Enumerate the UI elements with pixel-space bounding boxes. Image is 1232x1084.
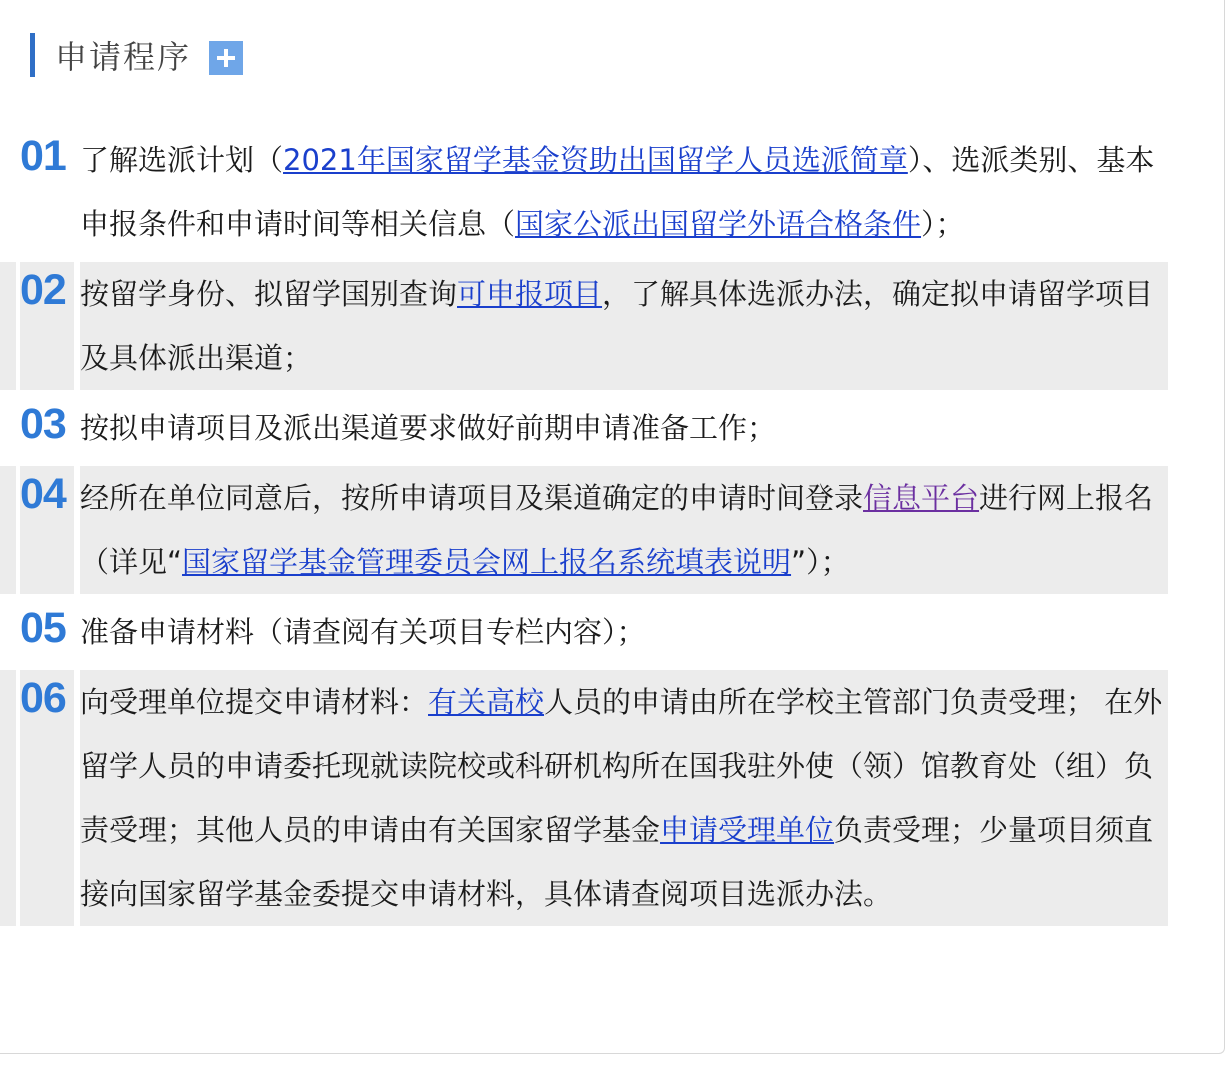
step-number: 04 [20, 470, 66, 518]
section-title: 申请程序 [55, 38, 192, 76]
step-text-segment: ，了解具体选派办法，确定拟申请留学项目及具体派出渠道； [80, 277, 1154, 375]
plus-icon[interactable] [209, 41, 243, 75]
step-text [80, 128, 1168, 256]
step-text-segment: ）； [921, 207, 965, 241]
step-item [0, 466, 1168, 594]
step-item [0, 670, 1168, 926]
step-text [80, 262, 1168, 390]
step-number: 06 [20, 674, 66, 722]
step-text [80, 600, 1168, 664]
step-link[interactable]: 国家留学基金管理委员会网上报名系统填表说明 [182, 545, 792, 579]
step-number-column [0, 262, 74, 390]
step-number-column [0, 670, 74, 926]
step-item [0, 128, 1168, 256]
step-number-column [0, 600, 74, 664]
step-item [0, 396, 1168, 460]
step-text-segment: 了解选派计划（ [80, 143, 284, 177]
row-shade [0, 466, 16, 594]
steps-list [0, 128, 1168, 932]
step-number-column [0, 396, 74, 460]
step-link[interactable]: 申请受理单位 [660, 813, 835, 847]
step-link[interactable]: 信息平台 [863, 481, 980, 515]
step-text-segment: ）、选派类别、基本申报条件和申请时间等相关信息（ [80, 143, 1155, 241]
step-text-segment: ”）； [791, 545, 850, 579]
row-shade [0, 262, 16, 390]
step-number: 03 [20, 400, 66, 448]
step-item [0, 600, 1168, 664]
step-text [80, 396, 1168, 460]
step-item [0, 262, 1168, 390]
step-text-segment: 向受理单位提交申请材料： [80, 685, 429, 719]
section-header [30, 32, 243, 78]
row-shade [0, 670, 16, 926]
step-text-segment: 经所在单位同意后，按所申请项目及渠道确定的申请时间登录 [80, 481, 864, 515]
step-text [80, 466, 1168, 594]
step-link[interactable]: 国家公派出国留学外语合格条件 [515, 207, 922, 241]
step-text [80, 670, 1168, 926]
step-number: 01 [20, 132, 66, 180]
step-text-segment: 进行网上报名（详见“ [80, 481, 1154, 579]
step-text-segment: 人员的申请由所在学校主管部门负责受理； 在外留学人员的申请委托现就读院校或科研机构所在国我驻外使（领）馆教育处（组）负责受理；其他人员的申请由有关国家留学基金 [80, 685, 1163, 847]
step-link[interactable]: 有关高校 [428, 685, 545, 719]
step-number-column [0, 466, 74, 594]
step-text-segment: 按拟申请项目及派出渠道要求做好前期申请准备工作； [80, 411, 777, 445]
step-text-segment: 准备申请材料（请查阅有关项目专栏内容）； [80, 615, 646, 649]
step-text-segment: 按留学身份、拟留学国别查询 [80, 277, 458, 311]
step-link[interactable]: 可申报项目 [457, 277, 603, 311]
step-number: 02 [20, 266, 66, 314]
step-link[interactable]: 2021年国家留学基金资助出国留学人员选派简章 [283, 143, 908, 177]
header-accent-bar [30, 33, 35, 77]
step-number: 05 [20, 604, 66, 652]
step-number-column [0, 128, 74, 256]
step-text-segment: 负责受理；少量项目须直接向国家留学基金委提交申请材料，具体请查阅项目选派办法。 [80, 813, 1154, 911]
